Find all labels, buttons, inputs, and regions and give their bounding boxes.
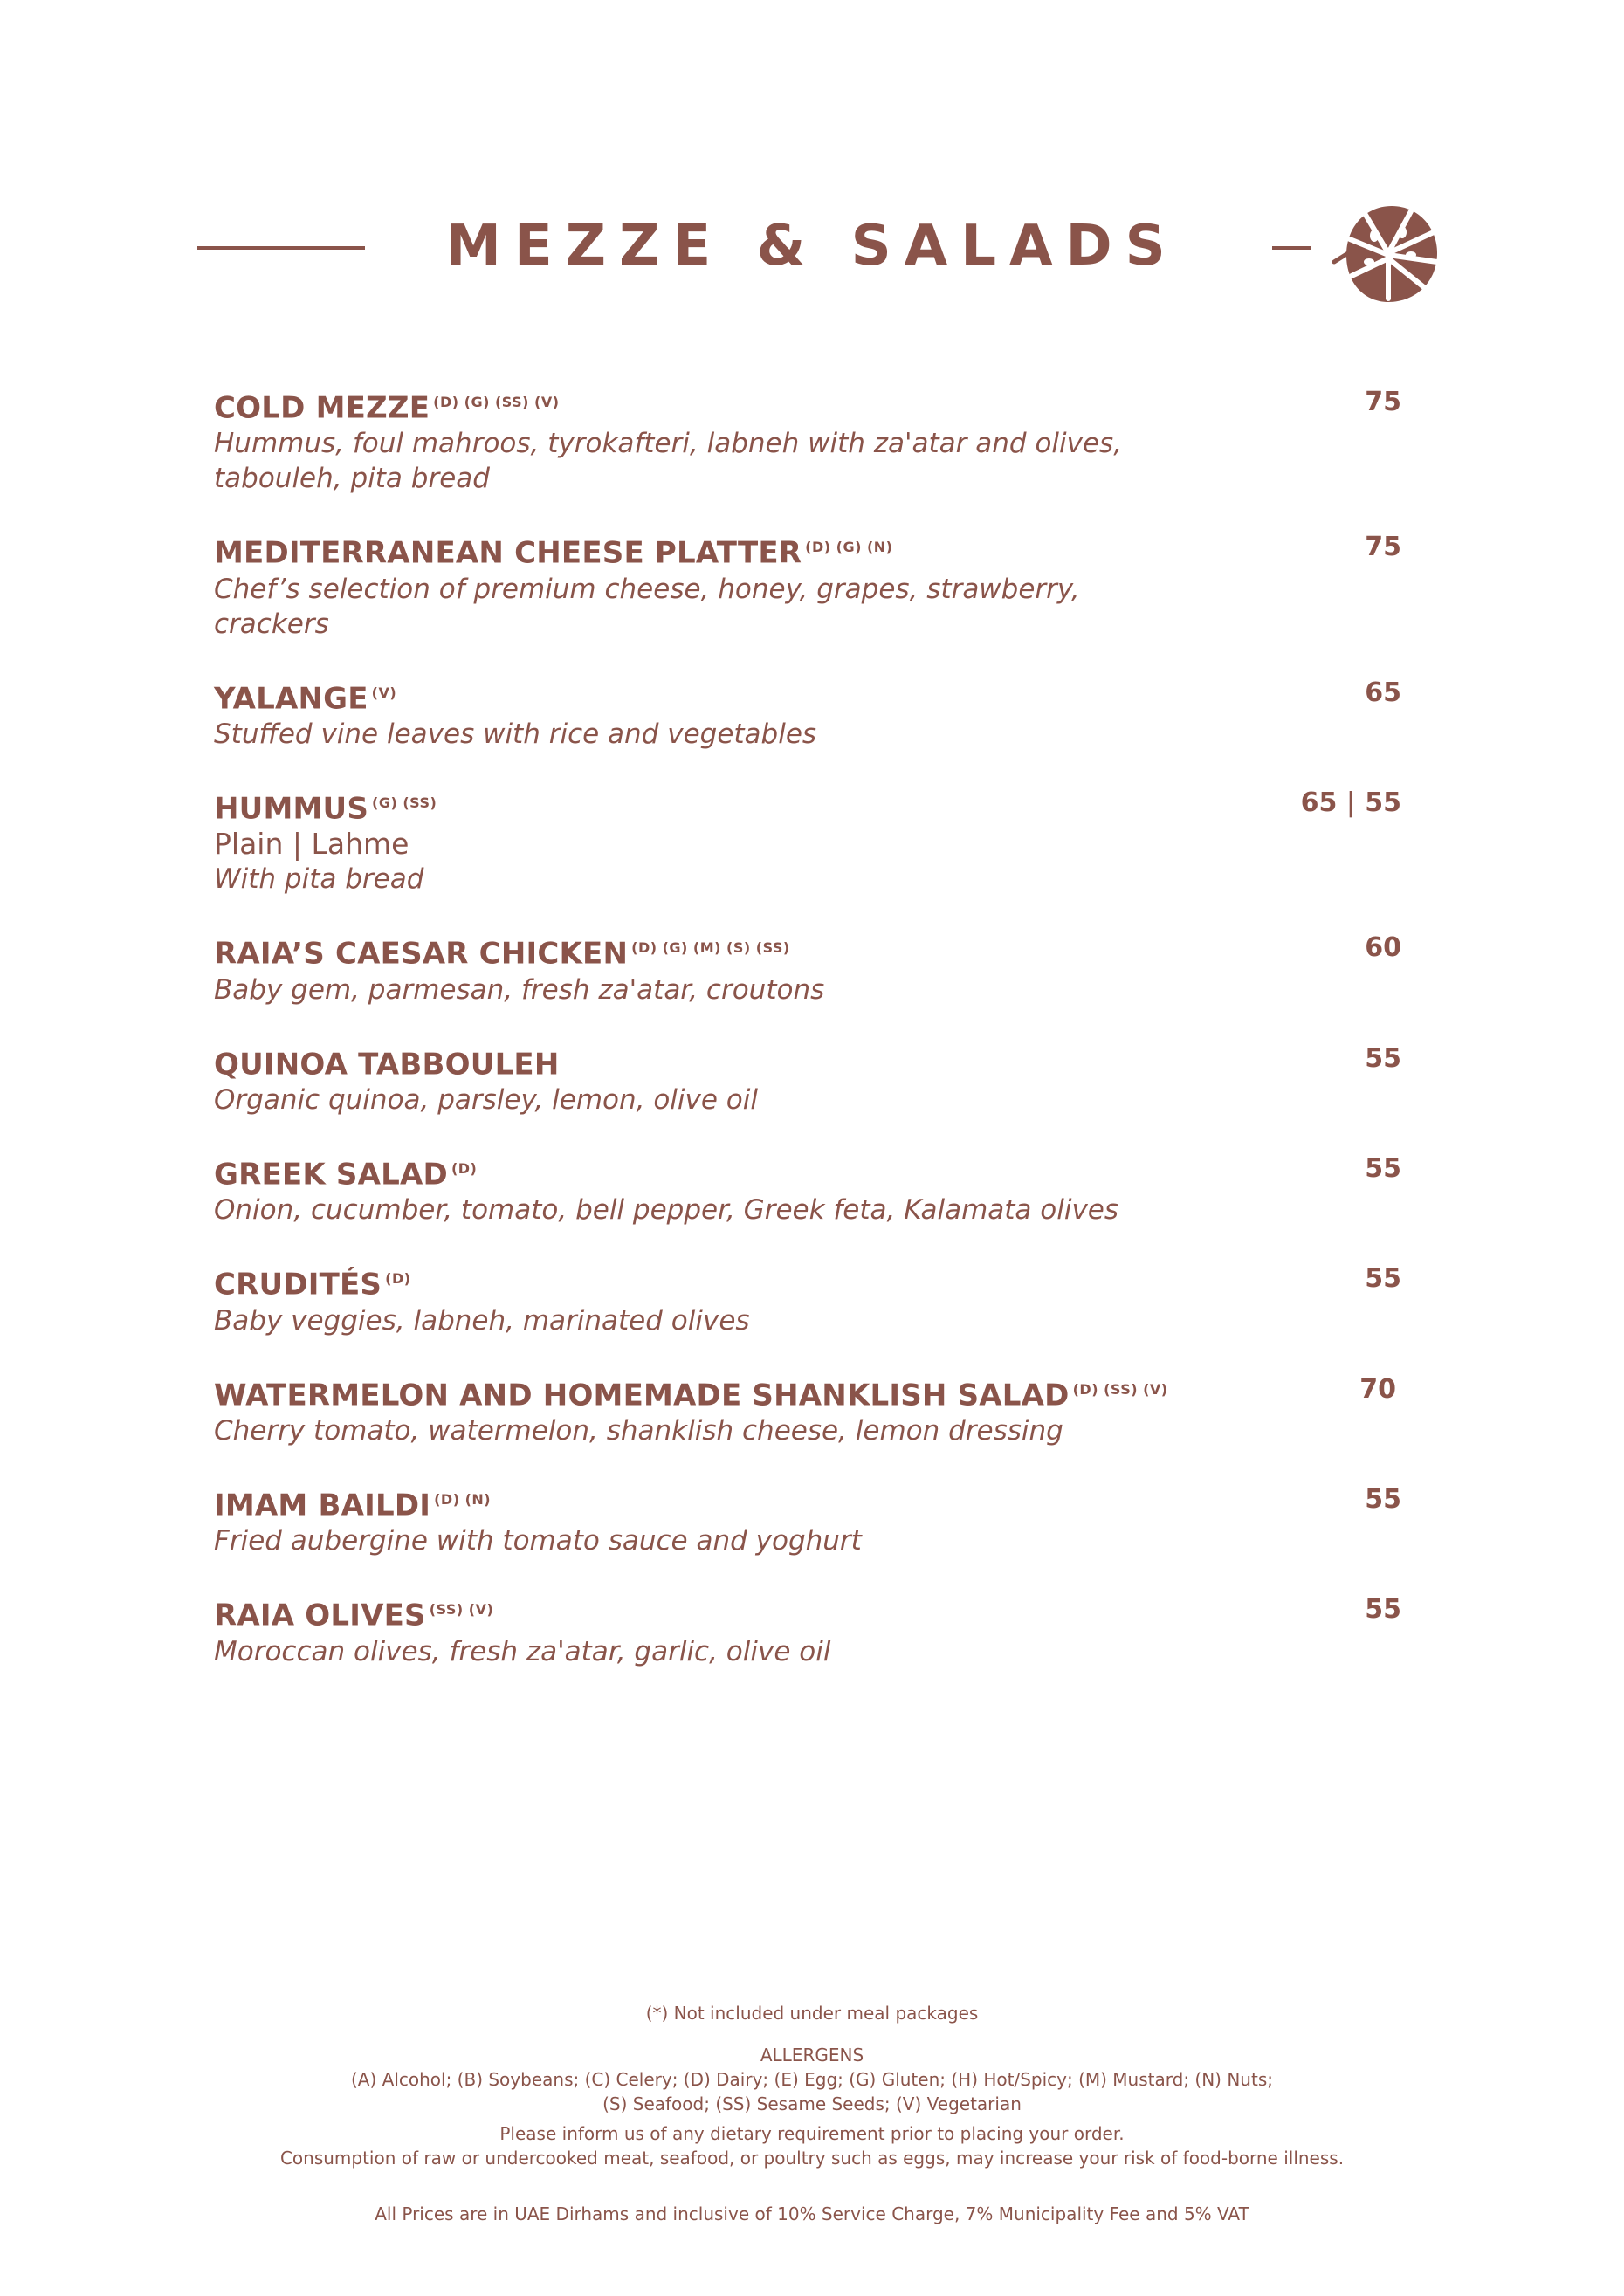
title-rule-left	[197, 246, 365, 250]
item-name: RAIA OLIVES $^{(SS) (V)}$	[214, 1598, 494, 1633]
allergen-tags: (SS) (V)	[429, 1601, 494, 1619]
item-description: Chef’s selection of premium cheese, honey, grapes, strawberry, crackers	[214, 573, 1080, 640]
allergen-tags: (D) (G) (N)	[805, 539, 893, 556]
item-price: 70	[1359, 1373, 1396, 1405]
menu-item	[214, 1371, 1401, 1448]
allergen-tags: (D) (G) (SS) (V)	[433, 394, 560, 410]
item-price: 55	[1365, 1152, 1401, 1184]
menu-item	[214, 1151, 1401, 1227]
item-description: Baby gem, parmesan, fresh za'atar, croutons	[214, 973, 825, 1006]
allergen-tags: (D) (G) (M) (S) (SS)	[631, 939, 790, 957]
item-name: IMAM BAILDI $^{(D) (N)}$	[214, 1488, 492, 1523]
menu-list	[214, 384, 1401, 1702]
item-name: WATERMELON AND HOMEMADE SHANKLISH SALAD $^{(D) (SS) (V)}$	[214, 1377, 1168, 1413]
item-name: QUINOA TABBOULEH	[214, 1046, 560, 1082]
allergen-tags: (D) (SS) (V)	[1072, 1380, 1168, 1398]
item-name: YALANGE $^{(V)}$	[214, 680, 397, 716]
menu-item	[214, 1481, 1401, 1558]
allergens-title: ALLERGENS	[760, 2045, 864, 2066]
menu-item	[214, 1261, 1401, 1337]
allergens-list-line-2: (S) Seafood; (SS) Sesame Seeds; (V) Vegetarian	[602, 2093, 1022, 2114]
title-rule-right	[1272, 246, 1311, 250]
item-price: 60	[1365, 932, 1401, 964]
item-price: 65 | 55	[1300, 787, 1401, 818]
item-price: 65	[1365, 677, 1401, 708]
footer	[0, 2001, 1624, 2226]
item-price: 55	[1365, 1594, 1401, 1626]
menu-item	[214, 785, 1401, 897]
monstera-leaf-icon	[1331, 201, 1441, 306]
item-description: Baby veggies, labneh, marinated olives	[214, 1304, 750, 1337]
menu-item	[214, 930, 1401, 1007]
dietary-note: Please inform us of any dietary requirement prior to placing your order.	[499, 2123, 1125, 2144]
allergen-tags: (G) (SS)	[372, 794, 437, 811]
item-description: Organic quinoa, parsley, lemon, olive oil	[214, 1083, 758, 1116]
item-name: CRUDITÉS $^{(D)}$	[214, 1267, 411, 1303]
allergen-tags: (D)	[451, 1159, 478, 1177]
menu-item	[214, 1041, 1401, 1117]
item-price: 55	[1365, 1483, 1401, 1515]
item-description: Moroccan olives, fresh za'atar, garlic, olive oil	[214, 1635, 831, 1667]
consumption-warning: Consumption of raw or undercooked meat, seafood, or poultry such as eggs, may increase your risk of food-borne illness.	[279, 2148, 1345, 2169]
prices-note: All Prices are in UAE Dirhams and inclusive of 10% Service Charge, 7% Municipality Fee and 5% VAT	[375, 2203, 1249, 2224]
item-name: MEDITERRANEAN CHEESE PLATTER $^{(D) (G) (N)}$	[214, 535, 893, 571]
item-name: RAIA’S CAESAR CHICKEN $^{(D) (G) (M) (S) (SS)}$	[214, 936, 790, 972]
item-price: 75	[1365, 387, 1401, 417]
allergen-tags: (D) (N)	[434, 1490, 492, 1508]
item-description: Cherry tomato, watermelon, shanklish cheese, lemon dressing	[214, 1414, 1063, 1447]
meal-package-note: (*) Not included under meal packages	[645, 2003, 979, 2024]
allergens-list-line-1: (A) Alcohol; (B) Soybeans; (C) Celery; (D) Dairy; (E) Egg; (G) Gluten; (H) Hot/Spicy; (M) Mustard; (N) Nuts;	[351, 2069, 1273, 2090]
page-title: MEZZE & SALADS	[445, 214, 1179, 278]
item-price: 55	[1365, 1042, 1401, 1074]
item-price: 55	[1365, 1263, 1401, 1295]
item-name: GREEK SALAD $^{(D)}$	[214, 1157, 478, 1193]
menu-item	[214, 1591, 1401, 1668]
item-description: Hummus, foul mahroos, tyrokafteri, labneh with za'atar and olives, tabouleh, pita bread	[214, 428, 1123, 495]
item-description: With pita bread	[214, 863, 424, 896]
menu-item	[214, 384, 1401, 496]
allergen-tags: (V)	[371, 684, 397, 701]
item-description: Stuffed vine leaves with rice and vegetables	[214, 718, 817, 750]
item-description: Onion, cucumber, tomato, bell pepper, Greek feta, Kalamata olives	[214, 1194, 1119, 1227]
menu-item	[214, 675, 1401, 752]
allergen-tags: (D)	[385, 1270, 411, 1288]
item-price: 75	[1365, 532, 1401, 563]
item-variant: Plain | Lahme	[214, 827, 409, 862]
menu-item	[214, 529, 1401, 641]
item-name: COLD MEZZE $^{(D) (G) (SS) (V)}$	[214, 390, 560, 426]
item-description: Fried aubergine with tomato sauce and yoghurt	[214, 1525, 862, 1557]
item-name: HUMMUS $^{(G) (SS)}$	[214, 791, 437, 827]
